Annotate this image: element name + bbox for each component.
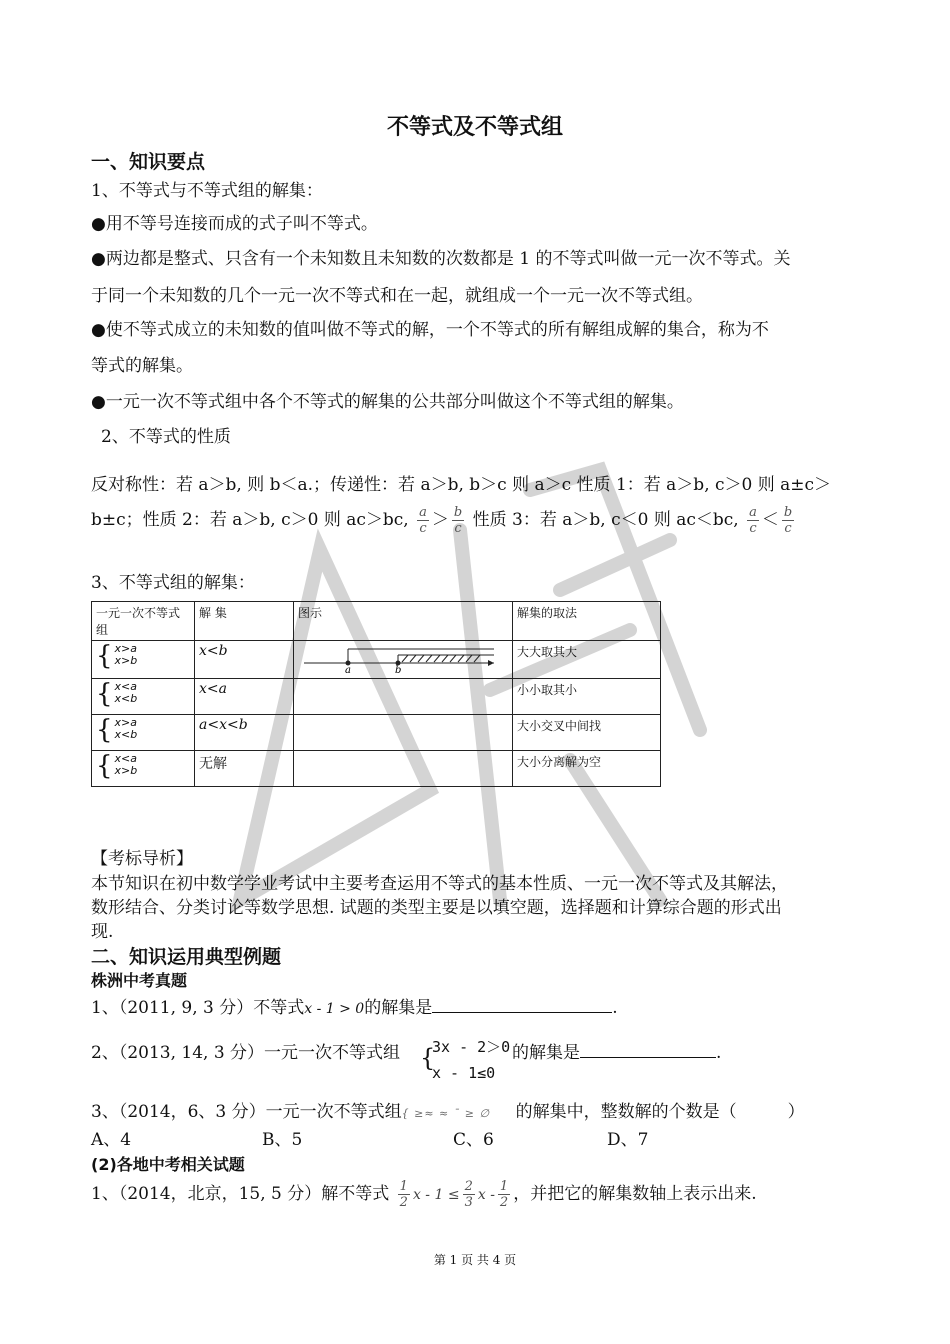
- bullet-1: ●用不等号连接而成的式子叫不等式。: [91, 214, 378, 234]
- bullet-2-line2: 于同一个未知数的几个一元一次不等式和在一起，就组成一个一元一次不等式组。: [91, 286, 703, 306]
- table-row: [92, 641, 661, 679]
- system-cell: { x<a x>b: [92, 751, 195, 787]
- properties-line2a: b±c；性质 2：若 a＞b, c＞0 则 ac＞bc,: [91, 510, 409, 530]
- header-system: 一元一次不等式组: [92, 602, 195, 641]
- item1-title: 1、不等式与不等式组的解集：: [91, 181, 323, 201]
- section1-heading: 一、知识要点: [91, 151, 206, 173]
- table-header-row: [92, 602, 661, 641]
- subheading-zhuzhou: 株洲中考真题: [91, 971, 188, 990]
- table-row: [92, 715, 661, 751]
- answer-blank-1[interactable]: [432, 1012, 612, 1013]
- fraction-2-3: $\frac{2}{3}$: [464, 1179, 473, 1210]
- page-footer: 第 1 页 共 4 页: [433, 1253, 517, 1267]
- garbled-system-image: { ≥≈ ≈ ¯ ≥ ∅: [401, 1107, 491, 1120]
- option-b[interactable]: B、5: [262, 1130, 303, 1150]
- number-line-diagram: [298, 643, 498, 673]
- item2-title: 2、不等式的性质: [101, 427, 231, 447]
- section2-heading: 二、知识运用典型例题: [91, 946, 282, 968]
- bullet-3-line1: ●使不等式成立的未知数的值叫做不等式的解，一个不等式的所有解组成解的集合，称为不: [91, 320, 769, 340]
- header-method: 解集的取法: [513, 602, 661, 641]
- fraction-a-over-c: $\frac{a}{c}$: [419, 505, 427, 536]
- system-cell: { x>a x>b: [92, 641, 195, 679]
- item3-title: 3、不等式组的解集：: [91, 573, 255, 593]
- bullet-4: ●一元一次不等式组中各个不等式的解集的公共部分叫做这个不等式组的解集。: [91, 392, 684, 412]
- system-cell: { x>a x<b: [92, 715, 195, 751]
- question-4: 1、（2014，北京，15, 5 分）解不等式 $\frac{1}{2}$ x - 1 ≤ $\frac{2}{3}$ x - $\frac{1}{2}$ ，并把它的解集数轴上表示出来.: [91, 1179, 757, 1210]
- solution-cell: x<b: [195, 641, 294, 679]
- option-a[interactable]: A、4: [91, 1130, 132, 1150]
- fraction-b-over-c: $\frac{b}{c}$: [453, 505, 463, 536]
- q2-ineq2: x - 1≤0: [432, 1064, 496, 1082]
- properties-line2: [91, 500, 797, 540]
- solution-cell: a<x<b: [195, 715, 294, 751]
- header-solution: 解 集: [195, 602, 294, 641]
- bullet-2-line1: ●两边都是整式、只含有一个未知数且未知数的次数都是 1 的不等式叫做一元一次不等式。关: [91, 249, 791, 269]
- fraction-1-2-b: $\frac{1}{2}$: [499, 1179, 509, 1210]
- diagram-cell: [294, 751, 513, 787]
- method-cell: 大小交叉中间找: [513, 715, 661, 751]
- fraction-a-over-c-2: $\frac{a}{c}$: [749, 505, 757, 536]
- diagram-cell: [294, 641, 513, 679]
- option-c[interactable]: C、6: [453, 1130, 494, 1150]
- table-row: [92, 751, 661, 787]
- lt-sign: ＜: [761, 510, 779, 530]
- page-title: 不等式及不等式组: [386, 115, 563, 140]
- guide-heading: 【考标导析】: [91, 849, 193, 869]
- answer-blank-2[interactable]: [580, 1057, 716, 1058]
- header-diagram: 图示: [294, 602, 513, 641]
- fraction-1-2: $\frac{1}{2}$: [399, 1179, 408, 1210]
- fraction-b-over-c-2: $\frac{b}{c}$: [783, 505, 793, 536]
- option-d[interactable]: D、7: [607, 1130, 649, 1150]
- subheading-other-regions: (2)各地中考相关试题: [91, 1155, 245, 1174]
- diagram-cell: [294, 715, 513, 751]
- question-1: 1、（2011, 9, 3 分）不等式x - 1 > 0的解集是 .: [91, 998, 618, 1018]
- question-3: 3、（2014，6、3 分）一元一次不等式组{ ≥≈ ≈ ¯ ≥ ∅ 的解集中，整数解的个数是（ ）: [91, 1102, 805, 1122]
- properties-line2b: 性质 3：若 a＞b, c＜0 则 ac＜bc,: [472, 510, 739, 530]
- gt-sign: ＞: [431, 510, 449, 530]
- method-cell: 大小分离解为空: [513, 751, 661, 787]
- bullet-3-line2: 等式的解集。: [91, 356, 193, 376]
- method-cell: 小小取其小: [513, 679, 661, 715]
- guide-line3: 现.: [91, 922, 114, 942]
- question-2-tail: 的解集是 .: [512, 1043, 722, 1063]
- solution-set-table: [91, 601, 661, 787]
- guide-line2: 数形结合、分类讨论等数学思想. 试题的类型主要是以填空题，选择题和计算综合题的形式出: [91, 898, 782, 918]
- brace-q2: {: [420, 1044, 436, 1072]
- diagram-label-b: b: [395, 665, 402, 673]
- system-cell: { x<a x<b: [92, 679, 195, 715]
- table-row: [92, 679, 661, 715]
- question-2: 2、（2013, 14, 3 分）一元一次不等式组: [91, 1043, 401, 1063]
- diagram-label-a: a: [345, 665, 351, 673]
- guide-line1: 本节知识在初中数学学业考试中主要考查运用不等式的基本性质、一元一次不等式及其解法，: [91, 874, 788, 894]
- q2-ineq1: 3x - 2＞0: [432, 1038, 511, 1056]
- properties-line1: 反对称性：若 a＞b, 则 b＜a.；传递性：若 a＞b, b＞c 则 a＞c 性质 1：若 a＞b, c＞0 则 a±c＞: [91, 475, 832, 495]
- solution-cell: x<a: [195, 679, 294, 715]
- diagram-cell: [294, 679, 513, 715]
- method-cell: 大大取其大: [513, 641, 661, 679]
- solution-cell: 无解: [195, 751, 294, 787]
